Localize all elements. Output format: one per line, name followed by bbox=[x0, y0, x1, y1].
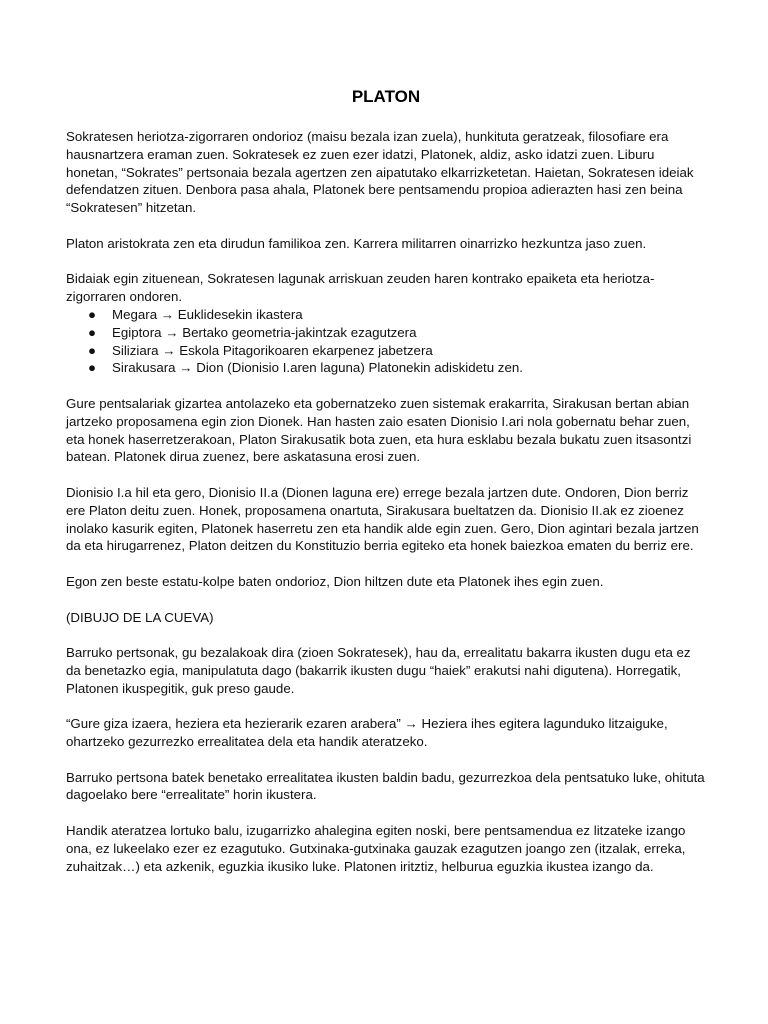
list-item-text: Megara → Euklidesekin ikastera bbox=[112, 306, 303, 322]
paragraph-sirakusa: Gure pentsalariak gizartea antolazeko eta gobernatzeko zuen sistemak erakarrita, Sirakusan bertan abian jartzeko proposamena egin zion Dionek. Han hasten zaio esaten Dionisio I.ari nola gobernatu behar zuen, eta honek haserretzerakoan, Platon Sirakusatik bota zuen, eta hura esklabu bezala bukatu zuen itsasontzi batean. Platonek dirua zuenez, bere askatasuna erosi zuen. bbox=[66, 395, 692, 465]
bullet-icon: ● bbox=[88, 306, 97, 322]
paragraph-prisoners: Barruko pertsonak, gu bezalakoak dira (zioen Sokratesek), hau da, errealitatu bakarra ikusten dugu eta ez da benetazko egia, manipulatuta dago (bakarrik ikusten dugu “haiek” erakutsi nahi digutena). Horregatik, Platonen ikuspegitik, guk preso gaude. bbox=[66, 645, 691, 696]
paragraph-family: Platon aristokrata zen eta dirudun familikoa zen. Karrera militarren oinarrizko hezkuntza jaso zuen. bbox=[66, 235, 647, 251]
paragraph-dionisio: Dionisio I.a hil eta gero, Dionisio II.a (Dionen laguna ere) errege bezala jartzen dute. Ondoren, Dion berriz ere Platon deitu zuen. Honek, proposamena onartuta, Sirakusara bueltatzen da. Dionisio II.ak ez zioenez inolako kasurik egiten, Platonek haserretu zen eta handik alde egin zuen. Gero, Dion agintari bezala jartzen da eta hirugarrenez, Platon deitzen du Konstituzio berria egiteko eta honek baiezkoa ematen du berriz ere. bbox=[66, 484, 699, 554]
list-item bbox=[88, 359, 706, 377]
bullet-icon: ● bbox=[88, 324, 97, 340]
paragraph-cave-drawing: (DIBUJO DE LA CUEVA) bbox=[66, 609, 214, 625]
list-item-text: Egiptora → Bertako geometria-jakintzak ezagutzera bbox=[112, 324, 417, 340]
bullet-icon: ● bbox=[88, 342, 97, 358]
paragraph-reality: Barruko pertsona batek benetako errealitatea ikusten baldin badu, gezurrezkoa dela pentsatuko luke, ohituta dagoelako bere “errealitate” horin ikustera. bbox=[66, 769, 705, 803]
paragraph-sun: Handik ateratzea lortuko balu, izugarrizko ahalegina egiten noski, bere pentsamendua ez litzateke izango ona, ez lukeelako ezer ez ezagutuko. Gutxinaka-gutxinaka gauzak ezagutzen joango zen (itzalak, erreka, zuhaitzak…) eta azkenik, eguzkia ikusiko luke. Platonen iritztiz, helburua eguzkia ikustea izango da. bbox=[66, 823, 686, 874]
list-item bbox=[88, 306, 706, 324]
bullet-icon: ● bbox=[88, 360, 97, 376]
list-item bbox=[88, 324, 706, 342]
document-page bbox=[66, 86, 706, 893]
paragraph-travels: Bidaiak egin zituenean, Sokratesen lagunak arriskuan zeuden haren kontrako epaiketa eta heriotza-zigorraren ondoren. bbox=[66, 271, 655, 305]
list-item-text: Sirakusara → Dion (Dionisio I.aren laguna) Platonekin adiskidetu zen. bbox=[112, 360, 523, 376]
page-title: PLATON bbox=[351, 87, 421, 106]
paragraph-intro: Sokratesen heriotza-zigorraren ondorioz (maisu bezala izan zuela), hunkituta geratzeak, filosofiare era hausnartzera eraman zuen. Sokratesek ez zuen ezer idatzi, Platonek, aldiz, asko idatzi zuen. Liburu honetan, “Sokrates” pertsonaia bezala agertzen zen aipatutako elkarrizketetan. Haietan, Sokratesen ideiak defendatzen zituen. Denbora pasa ahala, Platonek bere pentsamendu propioa adierazten hasi zen beina “Sokratesen” hitzetan. bbox=[66, 129, 694, 216]
list-item bbox=[88, 342, 706, 360]
list-item-text: Siliziara → Eskola Pitagorikoaren ekarpenez jabetzera bbox=[112, 342, 433, 358]
paragraph-quote: “Gure giza izaera, heziera eta hezierarik ezaren arabera” → Heziera ihes egitera lagunduko litzaiguke, ohartzeko gezurrezko errealitatea dela eta handik ateratzeko. bbox=[66, 716, 668, 750]
paragraph-coup: Egon zen beste estatu-kolpe baten ondorioz, Dion hiltzen dute eta Platonek ihes egin zuen. bbox=[66, 573, 604, 589]
travel-list bbox=[66, 306, 706, 377]
